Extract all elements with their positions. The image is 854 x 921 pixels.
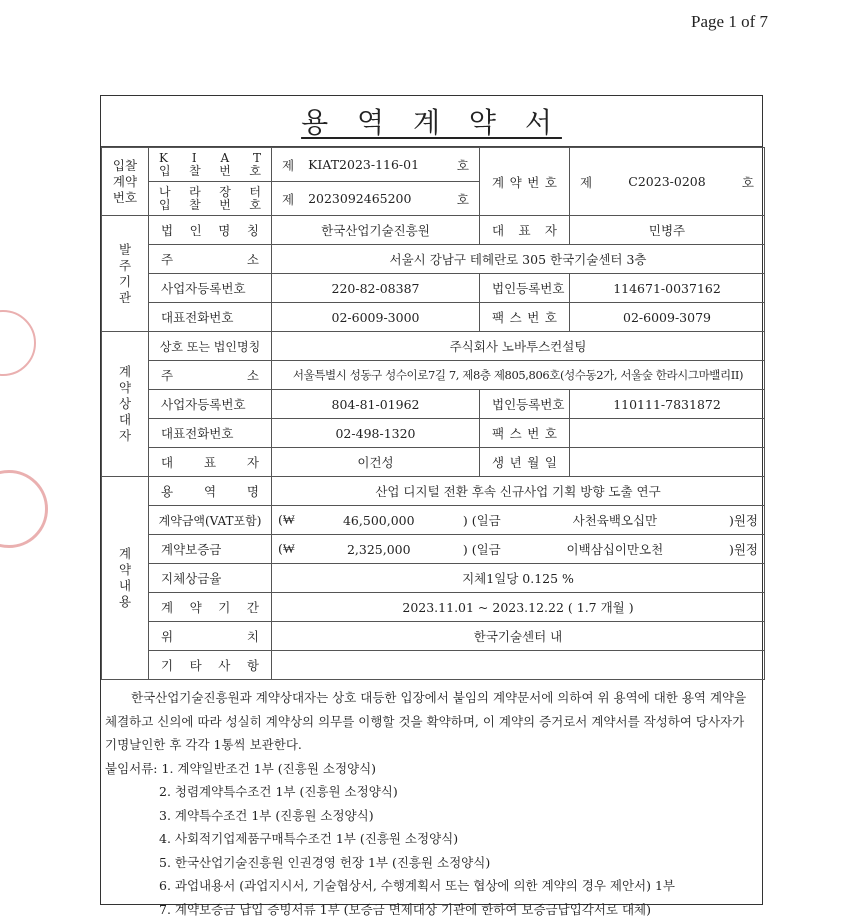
client-corp-no-label: 법인등록번호 xyxy=(480,274,570,303)
contractor-address-label: 주 소 xyxy=(149,361,272,390)
amount-value: (₩ 46,500,000 ) (일금 사천육백오십만 )원정 xyxy=(272,506,765,535)
nara-bid-label: 나 라 장 터 입 찰 번 호 xyxy=(149,182,272,216)
service-name-label: 용 역 명 xyxy=(149,477,272,506)
service-name: 산업 디지털 전환 후속 신규사업 기획 방향 도출 연구 xyxy=(272,477,765,506)
client-row-tel xyxy=(102,303,765,332)
contractor-row-rep xyxy=(102,448,765,477)
client-tel-label: 대표전화번호 xyxy=(149,303,272,332)
client-row-biz xyxy=(102,274,765,303)
contractor-tel: 02-498-1320 xyxy=(272,419,480,448)
contractor-rep-label: 대 표 자 xyxy=(149,448,272,477)
contractor-tel-label: 대표전화번호 xyxy=(149,419,272,448)
other-label: 기 타 사 항 xyxy=(149,651,272,680)
attachment-item: 6. 과업내용서 (과업지시서, 기술협상서, 수행계획서 또는 협상에 의한 계약의 경우 제안서) 1부 xyxy=(105,874,758,898)
attachment-item: 3. 계약특수조건 1부 (진흥원 소정양식) xyxy=(105,804,758,828)
contractor-biz-no-label: 사업자등록번호 xyxy=(149,390,272,419)
penalty-rate: 지체1일당 0.125 % xyxy=(272,564,765,593)
contract-number-value: 제 C2023-0208 호 xyxy=(570,148,765,216)
bid-group-label: 입찰 계약 번호 xyxy=(102,148,149,216)
contract-document xyxy=(100,95,763,905)
client-fax: 02-6009-3079 xyxy=(570,303,765,332)
attachment-intro: 붙임서류: 1. 계약일반조건 1부 (진흥원 소정양식) xyxy=(105,757,758,781)
content-row-deposit xyxy=(102,535,765,564)
contractor-row-tel xyxy=(102,419,765,448)
seal-stamp-top xyxy=(0,310,36,376)
other-items xyxy=(272,651,765,680)
amount-label: 계약금액(VAT포함) xyxy=(149,506,272,535)
terms-section xyxy=(101,680,762,921)
attachment-item: 5. 한국산업기술진흥원 인권경영 헌장 1부 (진흥원 소정양식) xyxy=(105,851,758,875)
client-row-name xyxy=(102,216,765,245)
contractor-row-address xyxy=(102,361,765,390)
content-row-service xyxy=(102,477,765,506)
contractor-corp-no: 110111-7831872 xyxy=(570,390,765,419)
contract-table xyxy=(101,147,765,680)
client-biz-no: 220-82-08387 xyxy=(272,274,480,303)
attachment-item: 4. 사회적기업제품구매특수조건 1부 (진흥원 소정양식) xyxy=(105,827,758,851)
deposit-value: (₩ 2,325,000 ) (일금 이백삼십이만오천 )원정 xyxy=(272,535,765,564)
deposit-label: 계약보증금 xyxy=(149,535,272,564)
contractor-group-label: 계 약 상 대 자 xyxy=(102,332,149,477)
period-label: 계 약 기 간 xyxy=(149,593,272,622)
kiat-bid-value: 제 KIAT2023-116-01 호 xyxy=(272,148,480,182)
client-corp-name: 한국산업기술진흥원 xyxy=(272,216,480,245)
contractor-name: 주식회사 노바투스컨설팅 xyxy=(272,332,765,361)
contractor-row-name xyxy=(102,332,765,361)
bid-row-kiat xyxy=(102,148,765,182)
attachment-item: 7. 계약보증금 납입 증빙서류 1부 (보증금 면제대상 기관에 한하여 보증금납입각서로 대체) xyxy=(105,898,758,921)
contractor-name-label: 상호 또는 법인명칭 xyxy=(149,332,272,361)
client-rep: 민병주 xyxy=(570,216,765,245)
client-row-address xyxy=(102,245,765,274)
contractor-biz-no: 804-81-01962 xyxy=(272,390,480,419)
content-group-label: 계 약 내 용 xyxy=(102,477,149,680)
location: 한국기술센터 내 xyxy=(272,622,765,651)
content-row-period xyxy=(102,593,765,622)
contractor-birth-label: 생 년 월 일 xyxy=(480,448,570,477)
content-row-amount xyxy=(102,506,765,535)
client-group-label: 발 주 기 관 xyxy=(102,216,149,332)
content-row-other xyxy=(102,651,765,680)
title-box xyxy=(101,96,762,147)
seal-stamp-bottom xyxy=(0,470,48,548)
contractor-row-biz xyxy=(102,390,765,419)
contract-number-label: 계 약 번 호 xyxy=(480,148,570,216)
attachment-item: 2. 청렴계약특수조건 1부 (진흥원 소정양식) xyxy=(105,780,758,804)
content-row-location xyxy=(102,622,765,651)
location-label: 위 치 xyxy=(149,622,272,651)
client-corp-name-label: 법 인 명 칭 xyxy=(149,216,272,245)
penalty-label: 지체상금율 xyxy=(149,564,272,593)
page-number: Page 1 of 7 xyxy=(691,12,768,32)
client-fax-label: 팩 스 번 호 xyxy=(480,303,570,332)
contractor-corp-no-label: 법인등록번호 xyxy=(480,390,570,419)
nara-bid-value: 제 2023092465200 호 xyxy=(272,182,480,216)
contractor-address: 서울특별시 성동구 성수이로7길 7, 제8층 제805,806호(성수동2가, 서울숲 한라시그마밸리II) xyxy=(272,361,765,390)
client-corp-no: 114671-0037162 xyxy=(570,274,765,303)
contractor-fax-label: 팩 스 번 호 xyxy=(480,419,570,448)
client-rep-label: 대 표 자 xyxy=(480,216,570,245)
terms-paragraph: 한국산업기술진흥원과 계약상대자는 상호 대등한 입장에서 붙임의 계약문서에 의하여 위 용역에 대한 용역 계약을 체결하고 신의에 따라 성실히 계약상의 의무를 이행할 것을 확약하며, 이 계약의 증거로서 계약서를 작성하여 당사자가 기명날인한 후 각각 1통씩 보관한다. xyxy=(105,686,758,757)
contractor-birth xyxy=(570,448,765,477)
client-address: 서울시 강남구 테헤란로 305 한국기술센터 3층 xyxy=(272,245,765,274)
client-biz-no-label: 사업자등록번호 xyxy=(149,274,272,303)
document-title: 용 역 계 약 서 xyxy=(301,101,562,141)
client-address-label: 주 소 xyxy=(149,245,272,274)
content-row-penalty xyxy=(102,564,765,593)
contractor-fax xyxy=(570,419,765,448)
contractor-rep: 이건성 xyxy=(272,448,480,477)
client-tel: 02-6009-3000 xyxy=(272,303,480,332)
kiat-bid-label: K I A T 입 찰 번 호 xyxy=(149,148,272,182)
contract-period: 2023.11.01 ~ 2023.12.22 ( 1.7 개월 ) xyxy=(272,593,765,622)
